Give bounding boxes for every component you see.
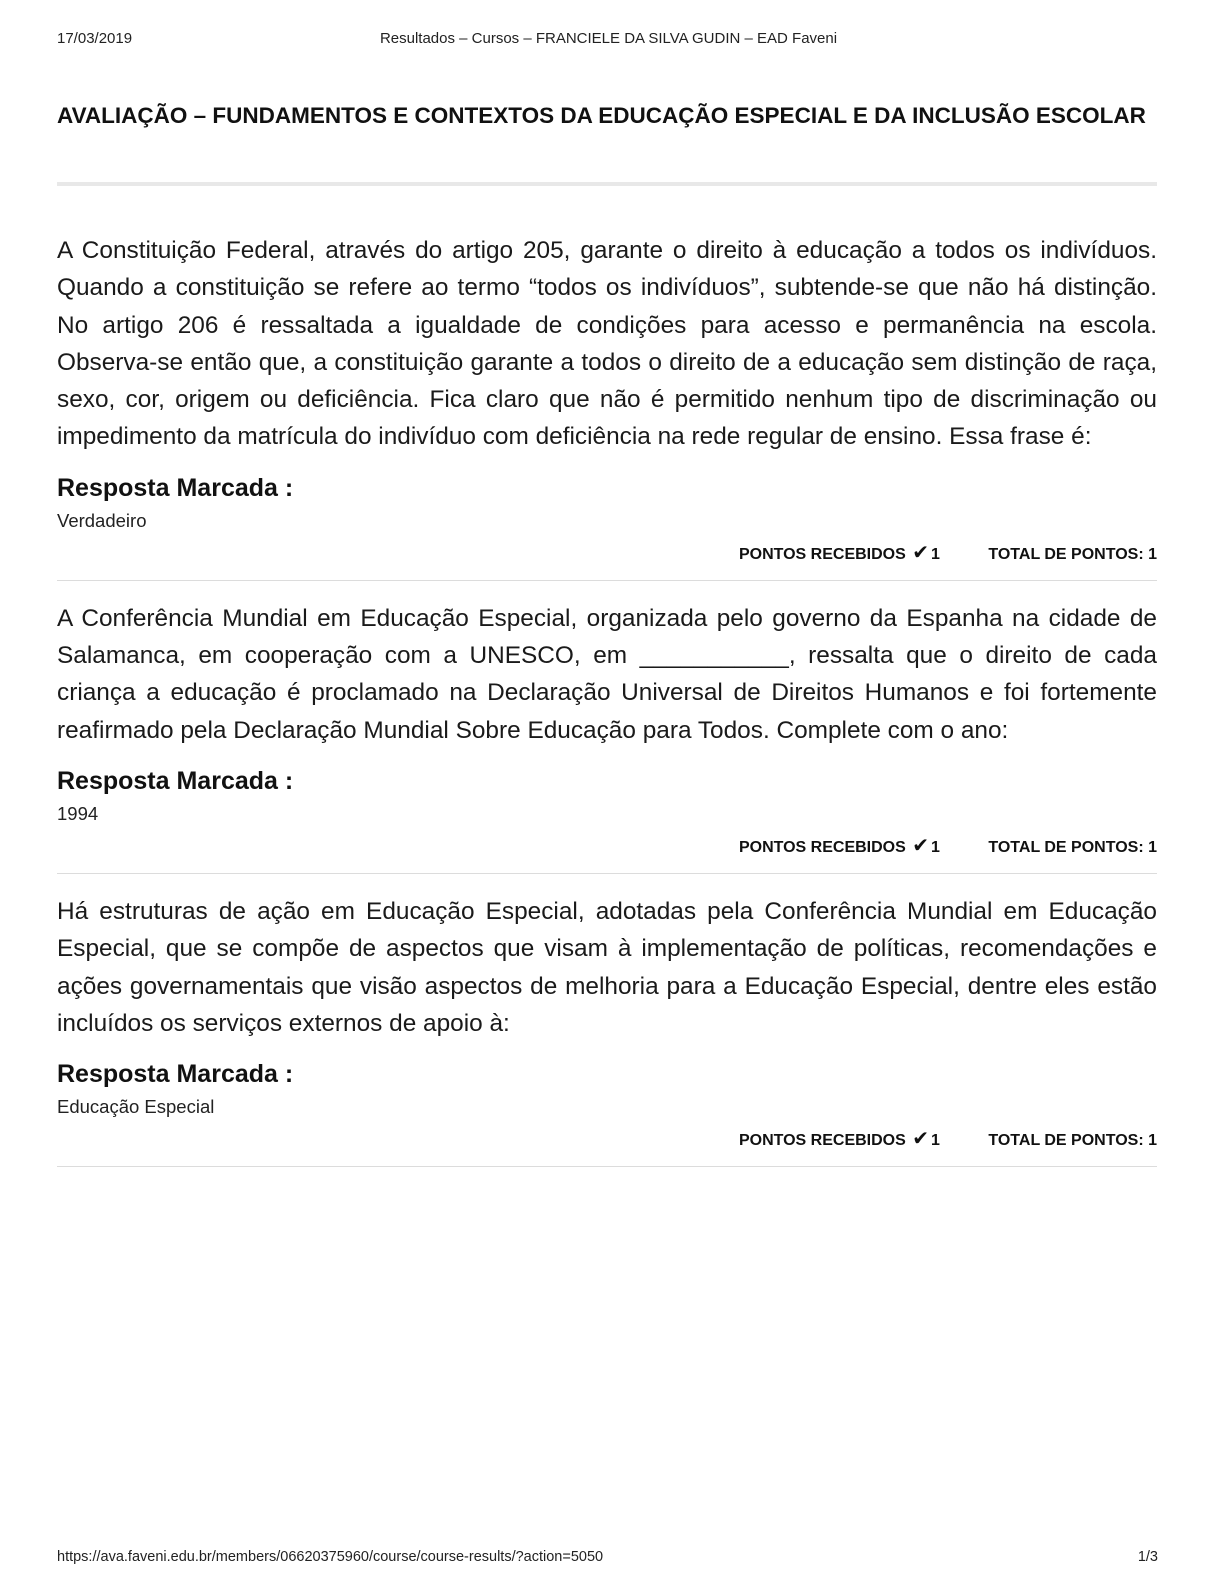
answer-value: Verdadeiro (57, 509, 147, 531)
points-received-label: PONTOS RECEBIDOS (738, 1132, 906, 1150)
checkmark-icon: ✔ (912, 1128, 930, 1151)
print-url: https://ava.faveni.edu.br/members/06620375960/course/course-results/?action=5050 (57, 1549, 604, 1565)
print-footer (57, 1549, 1158, 1569)
points-received (739, 541, 940, 567)
answer-label: Resposta Marcada : (57, 766, 294, 795)
points-received-value: 1 (931, 1132, 940, 1150)
question-item (57, 232, 1157, 581)
points-received-value: 1 (931, 838, 940, 856)
print-date: 17/03/2019 (57, 30, 133, 47)
question-item (57, 893, 1157, 1167)
answer-label: Resposta Marcada : (57, 473, 294, 502)
print-page-title: Resultados – Cursos – FRANCIELE DA SILVA GUDIN – EAD Faveni (379, 30, 838, 47)
question-item (57, 600, 1157, 874)
answer-value: 1994 (57, 802, 99, 824)
score-row (57, 834, 1157, 858)
points-received-label: PONTOS RECEBIDOS (738, 545, 906, 563)
checkmark-icon: ✔ (912, 541, 930, 564)
page-number: 1/3 (1137, 1549, 1158, 1565)
points-received-value: 1 (931, 545, 940, 563)
points-received-label: PONTOS RECEBIDOS (738, 838, 906, 856)
question-text: A Constituição Federal, através do artigo 205, garante o direito à educação a todos os indivíduos. Quando a constituição se refere ao termo “todos os indivíduos”, subtende-se que não há distinção. No artigo 206 é ressaltada a igualdade de condições para acesso e permanência na escola. Observa-se então que, a constituição garante a todos o direito de a educação sem distinção de raça, sexo, cor, origem ou deficiência. Fica claro que não é permitido nenhum tipo de discriminação ou impedimento da matrícula do indivíduo com deficiência na rede regular de ensino. Essa frase é: (57, 237, 1157, 451)
points-received (739, 1127, 940, 1153)
question-list (57, 232, 1157, 1167)
page-title: AVALIAÇÃO – FUNDAMENTOS E CONTEXTOS DA EDUCAÇÃO ESPECIAL E DA INCLUSÃO ESCOLAR (57, 103, 1146, 128)
score-row (57, 541, 1157, 565)
total-points: TOTAL DE PONTOS: 1 (988, 545, 1157, 563)
points-received (739, 834, 940, 860)
answer-label: Resposta Marcada : (57, 1060, 294, 1089)
checkmark-icon: ✔ (912, 834, 930, 857)
answer-value: Educação Especial (57, 1096, 215, 1118)
question-text: Há estruturas de ação em Educação Especial, adotadas pela Conferência Mundial em Educação Especial, que se compõe de aspectos que visam à implementação de políticas, recomendações e ações governamentais que visão aspectos de melhoria para a Educação Especial, dentre eles estão incluídos os serviços externos de apoio à: (57, 897, 1157, 1037)
total-points: TOTAL DE PONTOS: 1 (988, 1132, 1157, 1150)
title-divider (57, 182, 1157, 186)
total-points: TOTAL DE PONTOS: 1 (988, 838, 1157, 856)
print-header (57, 30, 1160, 50)
question-text: A Conferência Mundial em Educação Especial, organizada pelo governo da Espanha na cidade de Salamanca, em cooperação com a UNESCO, em ___________, ressalta que o direito de cada criança a educação é proclamado na Declaração Universal de Direitos Humanos e foi fortemente reafirmado pela Declaração Mundial Sobre Educação para Todos. Complete com o ano: (57, 604, 1157, 744)
question-divider (57, 1166, 1157, 1167)
score-row (57, 1127, 1157, 1151)
